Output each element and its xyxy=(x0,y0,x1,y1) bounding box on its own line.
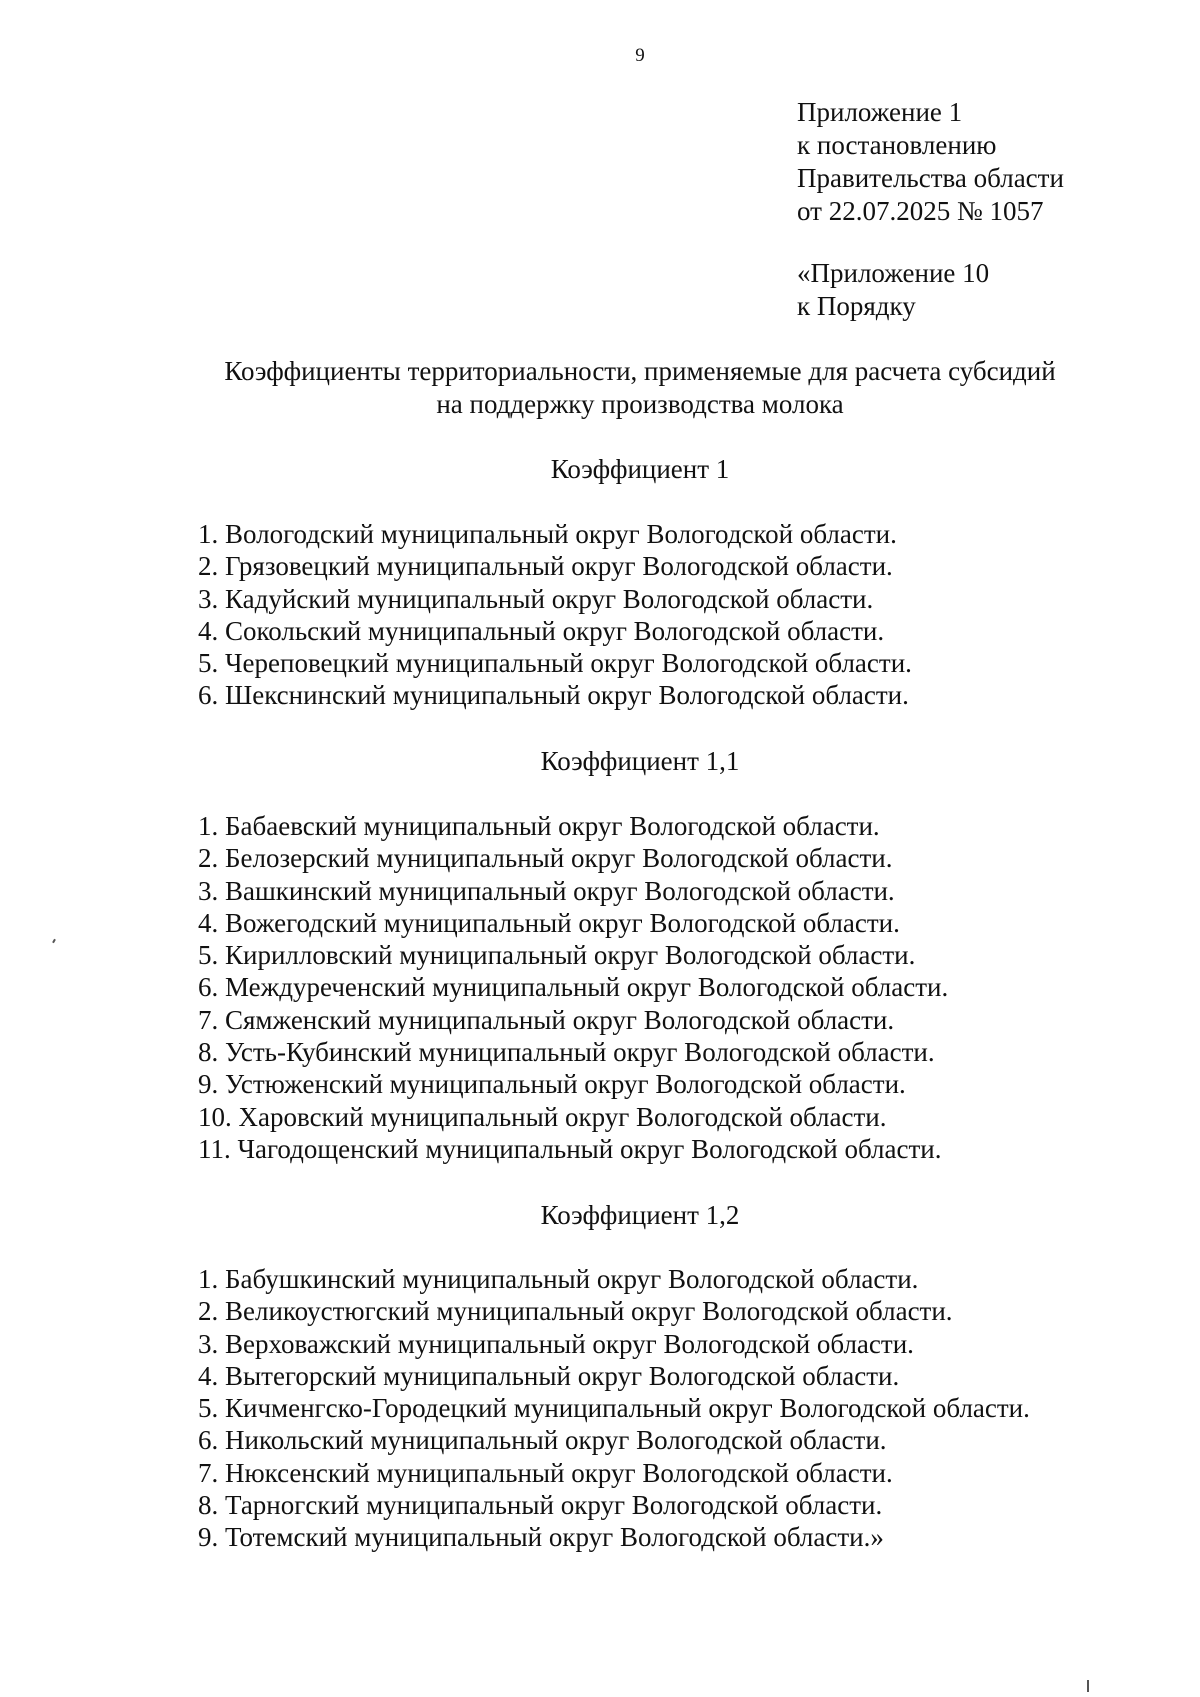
list-item: 1. Вологодский муниципальный округ Вологодской области. xyxy=(198,519,897,549)
appendix-reference-line: «Приложение 10 xyxy=(797,258,990,288)
appendix-reference xyxy=(797,257,989,323)
appendix-header-line: от 22.07.2025 № 1057 xyxy=(797,196,1044,226)
list-item: 5. Кирилловский муниципальный округ Вологодской области. xyxy=(198,940,916,971)
list-item: 8. Тарногский муниципальный округ Вологодской области. xyxy=(198,1490,883,1521)
section-heading: Коэффициент 1,1 xyxy=(540,746,740,776)
scan-artifact xyxy=(1087,1680,1089,1692)
scan-artifact xyxy=(52,939,56,943)
appendix-reference-line: к Порядку xyxy=(797,291,916,321)
list-item: 4. Вытегорский муниципальный округ Вологодской области. xyxy=(198,1360,900,1391)
list-item: 6. Междуреченский муниципальный округ Вологодской области. xyxy=(198,972,949,1003)
list-item: 1. Бабаевский муниципальный округ Вологодской области. xyxy=(198,811,880,841)
document-title xyxy=(180,355,1100,421)
list-item: 3. Вашкинский муниципальный округ Вологодской области. xyxy=(198,875,895,906)
section-heading: Коэффициент 1 xyxy=(550,454,730,484)
appendix-header-line: к постановлению xyxy=(797,130,997,160)
appendix-header-line: Правительства области xyxy=(797,163,1064,193)
list-item: 1. Бабушкинский муниципальный округ Вологодской области. xyxy=(198,1264,919,1294)
document-title-line: Коэффициенты территориальности, применяемые для расчета субсидий xyxy=(224,356,1056,386)
list-item: 9. Тотемский муниципальный округ Вологодской области.» xyxy=(198,1522,884,1553)
list-item: 8. Усть-Кубинский муниципальный округ Вологодской области. xyxy=(198,1037,935,1068)
list-item: 11. Чагодощенский муниципальный округ Вологодской области. xyxy=(198,1133,942,1164)
list-item: 4. Сокольский муниципальный округ Вологодской области. xyxy=(198,615,885,646)
list-item: 2. Великоустюгский муниципальный округ Вологодской области. xyxy=(198,1296,953,1327)
list-item: 10. Харовский муниципальный округ Вологодской области. xyxy=(198,1101,887,1132)
district-list xyxy=(198,518,912,712)
list-item: 2. Грязовецкий муниципальный округ Вологодской области. xyxy=(198,551,893,582)
district-list xyxy=(198,810,948,1165)
list-item: 9. Устюженский муниципальный округ Вологодской области. xyxy=(198,1069,906,1100)
list-item: 2. Белозерский муниципальный округ Вологодской области. xyxy=(198,843,893,874)
document-title-line: на поддержку производства молока xyxy=(436,389,844,419)
list-item: 3. Верховажский муниципальный округ Вологодской области. xyxy=(198,1328,914,1359)
list-item: 5. Череповецкий муниципальный округ Вологодской области. xyxy=(198,648,912,679)
appendix-header xyxy=(797,96,1064,228)
list-item: 4. Вожегодский муниципальный округ Вологодской области. xyxy=(198,907,900,938)
list-item: 3. Кадуйский муниципальный округ Вологодской области. xyxy=(198,583,874,614)
list-item: 7. Сямженский муниципальный округ Вологодской области. xyxy=(198,1004,895,1035)
page-number: 9 xyxy=(635,45,645,66)
section-heading: Коэффициент 1,2 xyxy=(540,1200,740,1230)
list-item: 5. Кичменгско-Городецкий муниципальный округ Вологодской области. xyxy=(198,1393,1030,1424)
list-item: 6. Никольский муниципальный округ Вологодской области. xyxy=(198,1425,887,1456)
district-list xyxy=(198,1263,1030,1554)
list-item: 7. Нюксенский муниципальный округ Вологодской области. xyxy=(198,1457,893,1488)
list-item: 6. Шекснинский муниципальный округ Вологодской области. xyxy=(198,680,909,711)
appendix-header-line: Приложение 1 xyxy=(797,97,963,127)
